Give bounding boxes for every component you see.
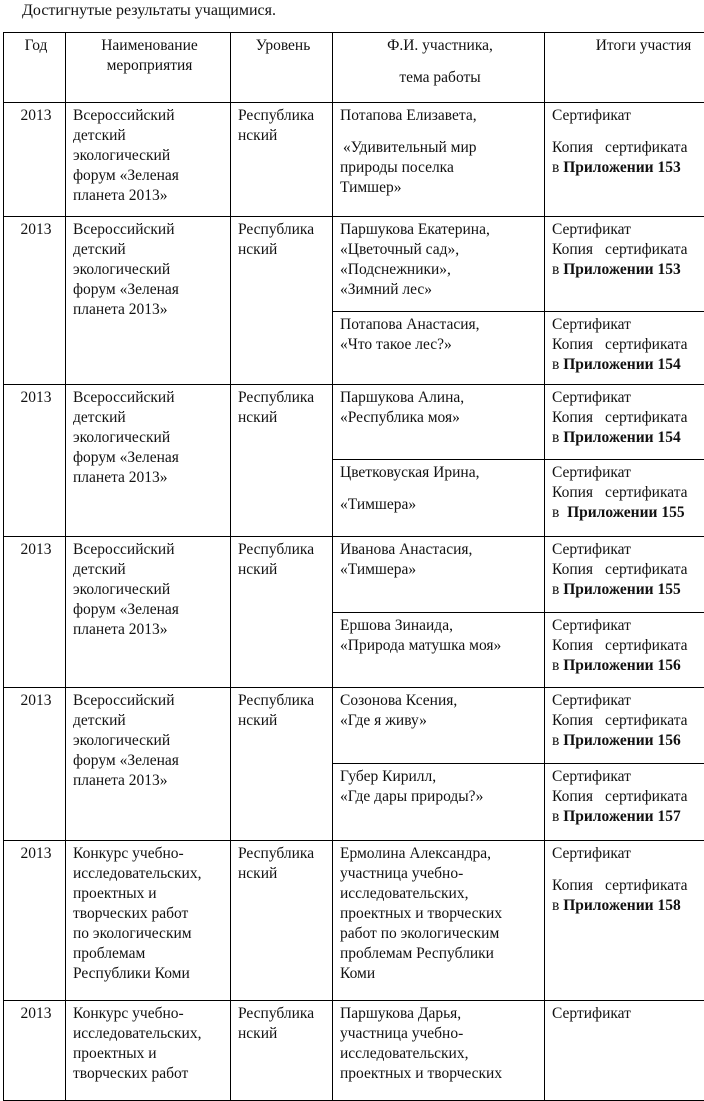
event-cell: Всероссийский детский экологический форум «Зеленая планета 2013» <box>66 217 231 385</box>
result-cell: Сертификат Копия сертификата в Приложении 153 <box>545 217 704 312</box>
result-cell: Сертификат Копия сертификата в Приложении 153 <box>545 103 704 217</box>
table-row <box>4 537 704 613</box>
result-cell: Сертификат Копия сертификата в Приложении 155 <box>545 460 704 537</box>
participant-cell: Ермолина Александра, участница учебно- исследовательских, проектных и творческих работ по экологическим проблемам Республики Коми <box>333 841 545 1001</box>
participant-cell: Ершова Зинаида, «Природа матушка моя» <box>333 613 545 688</box>
level-cell: Республика нский <box>231 537 333 688</box>
participant-cell: Паршукова Алина, «Республика моя» <box>333 385 545 460</box>
participant-cell: Паршукова Дарья, участница учебно- исследовательских, проектных и творческих <box>333 1001 545 1101</box>
participant-cell: Потапова Анастасия, «Что такое лес?» <box>333 312 545 385</box>
result-cell: Сертификат Копия сертификата в Приложении 157 <box>545 764 704 841</box>
header-participant: Ф.И. участника, тема работы <box>333 33 545 103</box>
level-cell: Республика нский <box>231 385 333 537</box>
event-cell: Конкурс учебно- исследовательских, проектных и творческих работ по экологическим проблемам Республики Коми <box>66 841 231 1001</box>
year-cell: 2013 <box>4 688 66 841</box>
result-cell: Сертификат Копия сертификата в Приложении 158 <box>545 841 704 1001</box>
participant-cell: Паршукова Екатерина, «Цветочный сад», «Подснежники», «Зимний лес» <box>333 217 545 312</box>
year-cell: 2013 <box>4 1001 66 1101</box>
result-cell: Сертификат Копия сертификата в Приложении 156 <box>545 688 704 764</box>
event-cell: Конкурс учебно- исследовательских, проектных и творческих работ <box>66 1001 231 1101</box>
participant-cell: Цветковуская Ирина, «Тимшера» <box>333 460 545 537</box>
event-cell: Всероссийский детский экологический форум «Зеленая планета 2013» <box>66 385 231 537</box>
level-cell: Республика нский <box>231 688 333 841</box>
result-cell: Сертификат Копия сертификата в Приложении 155 <box>545 537 704 613</box>
participant-cell: Созонова Ксения, «Где я живу» <box>333 688 545 764</box>
participant-cell: Иванова Анастасия, «Тимшера» <box>333 537 545 613</box>
table-row <box>4 841 704 1001</box>
results-table <box>3 32 704 1101</box>
caption: Достигнутые результаты учащимися. <box>22 1 276 21</box>
level-cell: Республика нский <box>231 217 333 385</box>
header-result: Итоги участия <box>545 33 704 103</box>
participant-cell: Губер Кирилл, «Где дары природы?» <box>333 764 545 841</box>
year-cell: 2013 <box>4 537 66 688</box>
result-cell: Сертификат Копия сертификата в Приложении 156 <box>545 613 704 688</box>
header-level: Уровень <box>231 33 333 103</box>
year-cell: 2013 <box>4 841 66 1001</box>
header-year: Год <box>4 33 66 103</box>
participant-cell: Потапова Елизавета, «Удивительный мир природы поселка Тимшер» <box>333 103 545 217</box>
header-row <box>4 33 704 103</box>
table-row <box>4 1001 704 1101</box>
level-cell: Республика нский <box>231 841 333 1001</box>
event-cell: Всероссийский детский экологический форум «Зеленая планета 2013» <box>66 103 231 217</box>
table-row <box>4 385 704 460</box>
header-event: Наименование мероприятия <box>66 33 231 103</box>
result-cell: Сертификат <box>545 1001 704 1101</box>
level-cell: Республика нский <box>231 103 333 217</box>
year-cell: 2013 <box>4 217 66 385</box>
table-row <box>4 688 704 764</box>
event-cell: Всероссийский детский экологический форум «Зеленая планета 2013» <box>66 537 231 688</box>
result-cell: Сертификат Копия сертификата в Приложении 154 <box>545 385 704 460</box>
event-cell: Всероссийский детский экологический форум «Зеленая планета 2013» <box>66 688 231 841</box>
year-cell: 2013 <box>4 385 66 537</box>
table-row <box>4 103 704 217</box>
year-cell: 2013 <box>4 103 66 217</box>
table-row <box>4 217 704 312</box>
result-cell: Сертификат Копия сертификата в Приложении 154 <box>545 312 704 385</box>
level-cell: Республика нский <box>231 1001 333 1101</box>
